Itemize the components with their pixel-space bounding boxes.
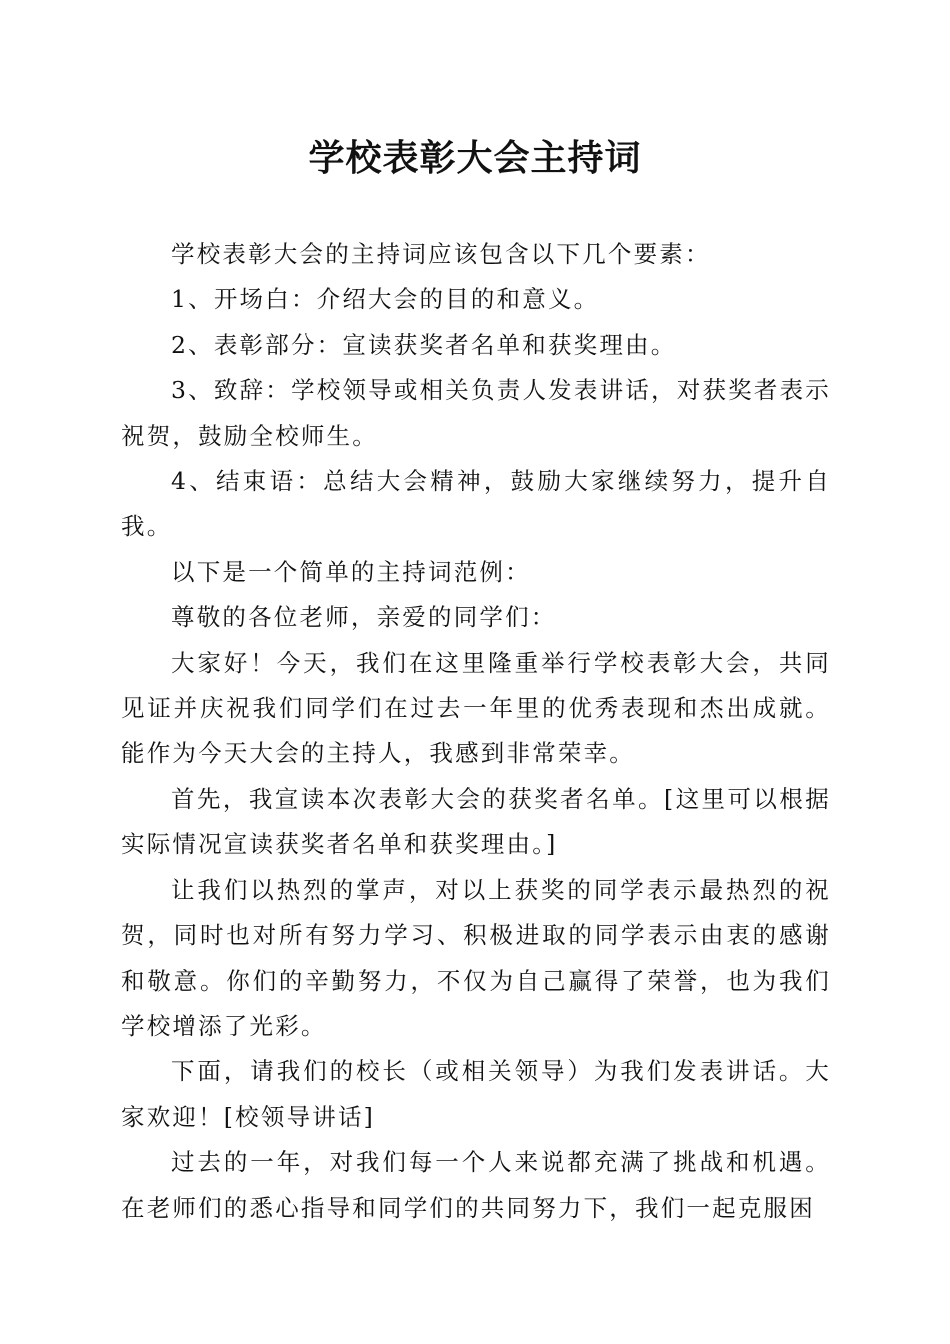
paragraph-principal-speech: 下面，请我们的校长（或相关领导）为我们发表讲话。大家欢迎！[校领导讲话] [121, 1057, 831, 1131]
paragraph-intro: 学校表彰大会的主持词应该包含以下几个要素： [171, 240, 711, 268]
paragraph-item-commendation: 2、表彰部分：宣读获奖者名单和获奖理由。 [171, 330, 677, 359]
paragraph-past-year: 过去的一年，对我们每一个人来说都充满了挑战和机遇。在老师们的悉心指导和同学们的共同努力下，我们一起克服困 [121, 1148, 831, 1222]
paragraph-welcome: 大家好！今天，我们在这里隆重举行学校表彰大会，共同见证并庆祝我们同学们在过去一年里的优秀表现和杰出成就。能作为今天大会的主持人，我感到非常荣幸。 [121, 648, 831, 768]
paragraph-example-intro: 以下是一个简单的主持词范例： [171, 557, 531, 586]
document-title: 学校表彰大会主持词 [308, 137, 642, 179]
paragraph-item-speech: 3、致辞：学校领导或相关负责人发表讲话，对获奖者表示祝贺，鼓励全校师生。 [121, 376, 831, 450]
paragraph-award-list: 首先，我宣读本次表彰大会的获奖者名单。[这里可以根据实际情况宣读获奖者名单和获奖理由。] [121, 784, 831, 859]
document-body [121, 232, 831, 1231]
paragraph-item-closing: 4、结束语：总结大会精神，鼓励大家继续努力，提升自我。 [121, 467, 831, 541]
paragraph-item-opening: 1、开场白：介绍大会的目的和意义。 [171, 285, 600, 314]
paragraph-greeting: 尊敬的各位老师，亲爱的同学们： [171, 603, 557, 632]
paragraph-congratulations: 让我们以热烈的掌声，对以上获奖的同学表示最热烈的祝贺，同时也对所有努力学习、积极进取的同学表示由衷的感谢和敬意。你们的辛勤努力，不仅为自己赢得了荣誉，也为我们学校增添了光彩。 [121, 875, 831, 1040]
